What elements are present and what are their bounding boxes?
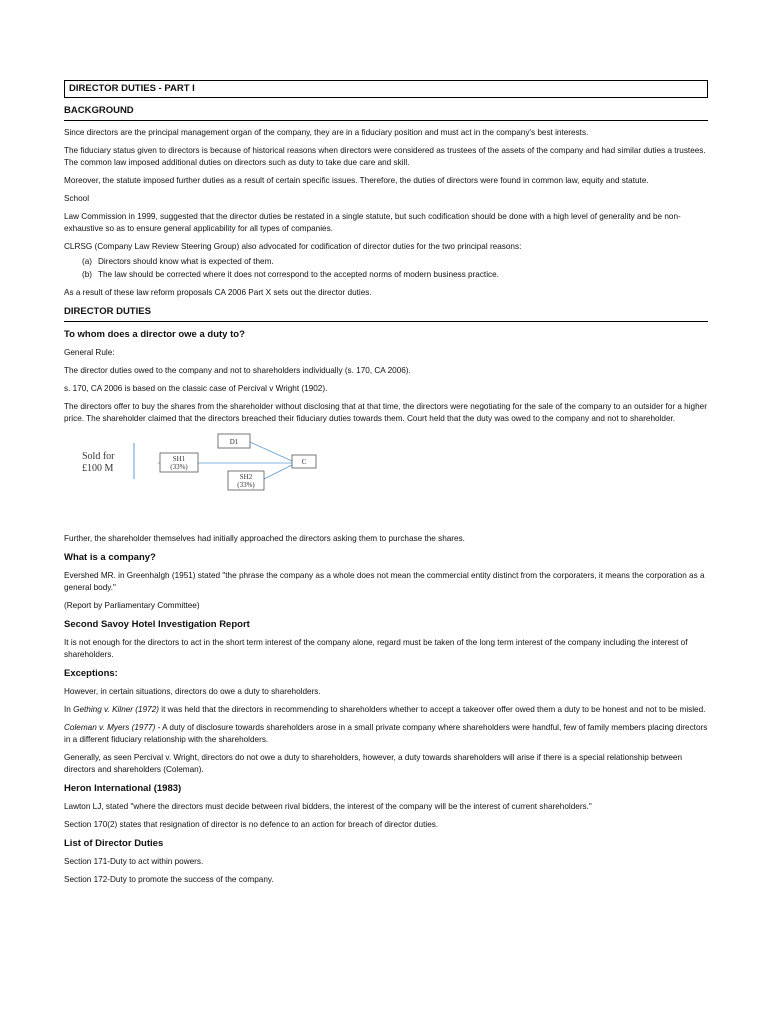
paragraph: (Report by Parliamentary Committee) [64, 601, 200, 610]
paragraph: Further, the shareholder themselves had initially approached the directors asking them to purchase the shares. [64, 534, 465, 543]
heading-background: BACKGROUND [64, 104, 708, 121]
sold-amount-label: £100 M [82, 463, 114, 474]
sh1-label: SH1 [172, 455, 186, 463]
paragraph: Generally, as seen Percival v. Wright, directors do not owe a duty to shareholders, however, a duty towards shareholders will arise if there is a special relationship between directors and shareholders (Coleman). [64, 753, 683, 774]
paragraph: As a result of these law reform proposals CA 2006 Part X sets out the director duties. [64, 288, 372, 297]
paragraph: Section 172-Duty to promote the success of the company. [64, 875, 274, 884]
paragraph: The director duties owed to the company and not to shareholders individually (s. 170, CA 2006). [64, 366, 411, 375]
paragraph: Moreover, the statute imposed further duties as a result of certain specific issues. Therefore, the duties of directors were found in common law, equity and statute. [64, 176, 649, 185]
list-marker: (a) [82, 257, 93, 266]
case-name: Coleman v. Myers (1977) [64, 723, 156, 732]
list-text: The law should be corrected where it does not correspond to the accepted norms of modern business practice. [98, 269, 499, 279]
paragraph-coleman [64, 722, 708, 746]
case-name: Gething v. Kilner (1972) [73, 705, 159, 714]
percival-diagram [64, 427, 708, 527]
sh2-percent: (33%) [237, 481, 255, 489]
text-segment: - A duty of disclosure towards shareholders arose in a small private company where shareholders were handful, few of family members placing directors in a different fiduciary relationship with the shareholders. [64, 723, 708, 744]
document-title: DIRECTOR DUTIES - PART I [64, 80, 708, 98]
list-marker: (b) [82, 269, 93, 279]
paragraph: It is not enough for the directors to act in the short term interest of the company alone, regard must be taken of the long term interest of the company including the interest of shareholders. [64, 638, 688, 659]
heading-what-is-company: What is a company? [64, 552, 156, 563]
paragraph: Law Commission in 1999, suggested that the director duties be restated in a single statute, but such codification should be done with a high level of generality and be non-exhaustive so as to ensure general applicability for all types of companies. [64, 212, 681, 233]
paragraph: Evershed MR. in Greenhalgh (1951) stated "the phrase the company as a whole does not mean the commercial entity distinct from the corporaters, it means the corporation as a general body." [64, 571, 705, 592]
connector-line [250, 442, 292, 461]
d1-label: D1 [229, 438, 239, 446]
paragraph: Section 170(2) states that resignation of director is no defence to an action for breach of director duties. [64, 820, 439, 829]
sh2-label: SH2 [239, 473, 253, 481]
paragraph: The directors offer to buy the shares from the shareholder without disclosing that at that time, the directors were negotiating for the sale of the company to an outsider for a higher price. The shareholder claimed that the directors breached their fiduciary duties towards them. Court held that the duty was owed to the company and not to shareholder. [64, 402, 707, 423]
text-segment: In [64, 705, 74, 714]
paragraph: s. 170, CA 2006 is based on the classic case of Percival v Wright (1902). [64, 384, 328, 393]
paragraph-general-rule: General Rule: [64, 348, 115, 357]
heading-exceptions: Exceptions: [64, 668, 118, 679]
heading-list-of-duties: List of Director Duties [64, 838, 164, 849]
list-item [82, 269, 708, 282]
heading-heron: Heron International (1983) [64, 783, 182, 794]
subheading-to-whom: To whom does a director owe a duty to? [64, 329, 245, 340]
diagram-svg [64, 427, 708, 527]
heading-savoy-report: Second Savoy Hotel Investigation Report [64, 619, 250, 630]
paragraph: School [64, 194, 90, 203]
paragraph: Since directors are the principal management organ of the company, they are in a fiduciary position and must act in the company's best interests. [64, 128, 589, 137]
paragraph: However, in certain situations, directors do owe a duty to shareholders. [64, 687, 321, 696]
paragraph: CLRSG (Company Law Review Steering Group) also advocated for codification of director duties for the two principal reasons: [64, 242, 522, 251]
sold-for-label: Sold for [82, 451, 115, 462]
heading-director-duties: DIRECTOR DUTIES [64, 305, 708, 322]
list-text: Directors should know what is expected of them. [98, 257, 274, 266]
paragraph-gething [64, 704, 708, 716]
paragraph: The fiduciary status given to directors is because of historical reasons when directors were considered as trustees of the assets of the company and had similar duties a trustees. The common law imposed additional duties on directors such as duty to take due care and skill. [64, 146, 706, 167]
paragraph: Lawton LJ, stated "where the directors must decide between rival bidders, the interest of the company will be the interest of current shareholders." [64, 802, 592, 811]
reasons-list [64, 256, 708, 281]
connector-line [264, 465, 292, 479]
sh1-percent: (33%) [170, 463, 188, 471]
list-item [82, 256, 708, 269]
document-page [64, 80, 708, 886]
c-label: C [301, 458, 307, 466]
paragraph: Section 171-Duty to act within powers. [64, 857, 204, 866]
text-segment: it was held that the directors in recommending to shareholders whether to accept a takeover offer owed them a duty to be honest and not to be misled. [158, 705, 706, 714]
